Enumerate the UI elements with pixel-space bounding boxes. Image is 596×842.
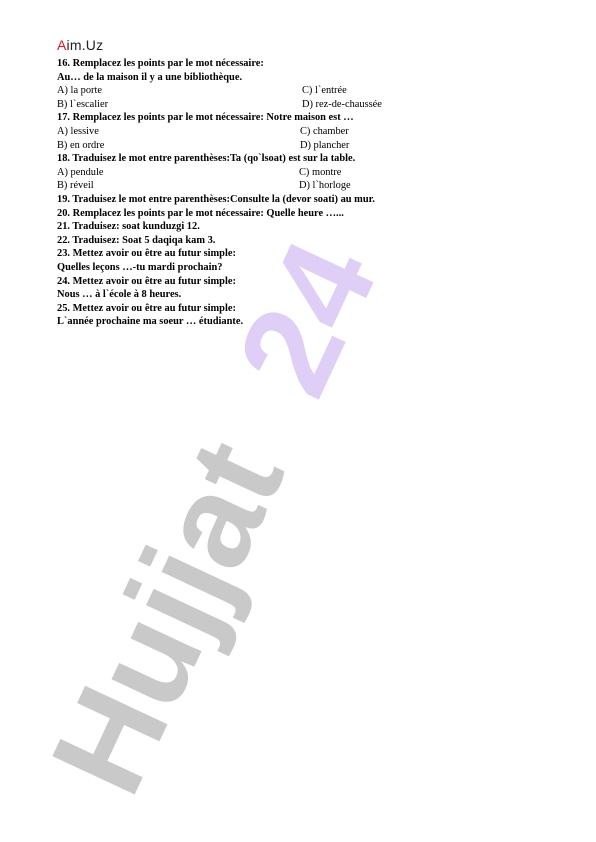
question-18-title: 18. Traduisez le mot entre parenthèses:Ta (qo`lsoat) est sur la table. <box>57 153 356 165</box>
worksheet <box>57 57 537 329</box>
option-d: D) l`horloge <box>299 180 351 192</box>
question-20-title: 20. Remplacez les points par le mot nécessaire: Quelle heure …... <box>57 207 344 219</box>
option-b: B) l`escalier <box>57 98 109 110</box>
question-24-sentence: Nous … à l`école à 8 heures. <box>57 289 182 301</box>
brand-logo-text: im.Uz <box>66 37 104 53</box>
option-a: A) lessive <box>57 125 99 137</box>
option-c: C) montre <box>299 166 342 178</box>
watermark-number: 24 <box>209 220 405 416</box>
option-a: A) pendule <box>57 166 104 178</box>
question-18-options-row-2 <box>57 179 537 193</box>
option-c: C) chamber <box>300 125 349 137</box>
question-16-options-row-1 <box>57 84 537 98</box>
question-16-options-row-2 <box>57 98 537 112</box>
question-24-title: 24. Mettez avoir ou être au futur simple: <box>57 275 236 287</box>
question-25-sentence: L`année prochaine ma soeur … étudiante. <box>57 316 244 328</box>
option-c: C) l`entrée <box>302 85 347 97</box>
watermark-word: Hujjat <box>23 419 312 815</box>
question-25-title: 25. Mettez avoir ou être au futur simple: <box>57 302 236 314</box>
brand-logo-initial: A <box>57 37 67 53</box>
brand-logo[interactable] <box>57 37 103 53</box>
option-b: B) en ordre <box>57 139 105 151</box>
question-17-options-row-1 <box>57 125 537 139</box>
option-d: D) rez-de-chaussée <box>302 98 382 110</box>
question-22-title: 22. Traduisez: Soat 5 daqiqa kam 3. <box>57 234 216 246</box>
question-23-sentence: Quelles leçons …-tu mardi prochain? <box>57 261 223 273</box>
question-16-title: 16. Remplacez les points par le mot nécessaire: <box>57 58 264 69</box>
question-21-title: 21. Traduisez: soat kunduzgi 12. <box>57 221 200 233</box>
option-a: A) la porte <box>57 85 103 97</box>
question-19-title: 19. Traduisez le mot entre parenthèses:Consulte la (devor soati) au mur. <box>57 193 375 205</box>
question-18-options-row-1 <box>57 166 537 180</box>
question-23-title: 23. Mettez avoir ou être au futur simple: <box>57 248 236 260</box>
question-17-title: 17. Remplacez les points par le mot nécessaire: Notre maison est … <box>57 112 354 124</box>
question-17-options-row-2 <box>57 139 537 153</box>
option-d: D) plancher <box>300 139 350 151</box>
option-b: B) réveil <box>57 180 94 192</box>
question-16-sentence: Au… de la maison il y a une bibliothèque. <box>57 71 243 83</box>
